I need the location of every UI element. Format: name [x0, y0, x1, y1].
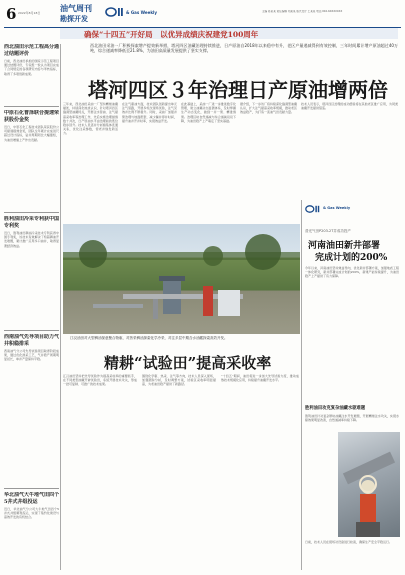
- news-brief: [4, 216, 59, 326]
- left-column: [4, 44, 59, 570]
- article-col-1: 三年来，西北油田采油一厂坚持精细油藏描述，持续深化地质认识，针对塔河四区缝洞型油藏特点，开展注水替油、注气提高采收率等治理工作，先后实施治理措施数十井次，日产原油水平由治理前的低位稳步回升。技术人员逐井分析储集体连通关系，优化注采参数，使老井焕发新活力。: [63, 102, 118, 136]
- brief-title: 胜利油田冷采专利获中国专利奖: [4, 216, 59, 229]
- column-rule: [60, 44, 61, 570]
- section-title: 油气周刊: [60, 3, 92, 13]
- divider: [4, 330, 59, 331]
- brief-body: 近日，华北油气分公司大牛地气田四个5井式井组顺利投运，实现了集约化建设与高效开发的有机结合。: [4, 507, 59, 520]
- news-brief: [4, 44, 59, 104]
- lower-col-2: 围绕化学驱、热采、注气等方向，技术人员深入现场，加强跟踪分析，及时调整方案，试验区采收率明显提高，为老油田稳产提供了新路径。: [142, 374, 216, 387]
- page-number: 6: [6, 5, 17, 23]
- news-brief: [4, 492, 59, 570]
- brand-text: & Gas Weekly: [323, 206, 351, 210]
- worker-icon: [338, 432, 400, 537]
- oilfield-photo: [63, 224, 300, 334]
- brief-title: 西北油田示范工程高分通过结题评价: [4, 44, 59, 57]
- brand-text: & Gas Weekly: [126, 10, 157, 15]
- lower-col-3: “十四五”期间，油田将进一步加大先导试验力度，推动成熟技术规模化应用，持续提升油藏开发水平。: [221, 374, 299, 383]
- photo-caption: 江汉油田对大型稠油採意聚合物驱，对热采稠油探索化学冷采，对注多层中期含水油藏探索高效开发。: [70, 336, 228, 340]
- banner-text: 确保“十四五”开好局 以优异成绩庆祝建党100周年: [84, 30, 259, 39]
- right-subhead: 胜利油田攻克复杂油藏水驱难题: [305, 406, 366, 411]
- brief-body: 近日，胜利油田稠油冷采技术专利获得中国专利奖，该技术有效解决了特超稠油开发难题，累计推广应用多口油井，取得显著经济效益。: [4, 231, 59, 248]
- divider: [4, 488, 59, 489]
- lead-text: 西北油田采油一厂积极探索增产提效新举措，塔河四区油藏治理持续推进，日产原油自2018年以来稳中有升，老区产量递减得到有效控制，三年时间累计增产原油超过40万吨，综合递减率降低至21.8%，为油田高质量发展提供了坚实支撑。: [90, 43, 398, 54]
- worker-photo-caption: 日前，技术人员在现场对设备进行检查，确保生产安全平稳运行。: [305, 540, 393, 544]
- main-headline: 塔河四区３年治理日产原油增两倍: [88, 78, 388, 102]
- oil-logo-icon: [305, 205, 321, 213]
- issue-line: 2022年8月18日: [18, 11, 41, 15]
- subsection-title: 勘探开发: [60, 14, 88, 23]
- brand-logo: [105, 7, 157, 19]
- oil-logo-icon: [105, 7, 125, 17]
- news-brief: [4, 110, 59, 210]
- article-col-3: 在此基础上，采油一厂进一步推进数字化管理，建立油藏动态监测体系，及时掌握生产动态变化，做到一井一策、精准施策。治理区块自然递减与综合递减双双下降，为油田稳产上产奠定了坚实基础。: [181, 102, 236, 123]
- article-col-4: 据介绍，下一步该厂将持续深化缝洞型油藏认识，扩大注气提高采收率规模，推动老区效益稳产，为打造一流油气田贡献力量。: [240, 102, 297, 115]
- lower-headline: 精耕“试验田”提高采收率: [104, 354, 272, 372]
- divider: [4, 106, 59, 107]
- worker-photo: [338, 432, 400, 537]
- right-body: 今年以来，河南油田坚持效益导向，优化新井部署方案，加强地质工程一体化研究，新井部署完成计划的200%，新建产能持续提升，为油田稳产上产提供了有力保障。: [305, 266, 399, 279]
- right-body-2: 胜利油田针对复杂断块油藏注水开发难题，开展精细注水攻关，实现水驱效果明显改善，自然递减率持续下降。: [305, 414, 399, 423]
- right-note: 普光气田P203-2T井成功投产: [305, 229, 351, 233]
- brief-body: 日前，西北油田承担的国家示范工程项目通过结题评价，专家组一致认为项目完成了合同规定的各项研究内容与考核指标，取得了多项创新成果。: [4, 59, 59, 76]
- brief-title: 中原石化普泽联合提速荣获股份金奖: [4, 110, 59, 123]
- banner: [60, 28, 398, 39]
- divider: [4, 212, 59, 213]
- brief-body: 近日，中原石化工程技术团队荣获股份公司提速提效金奖，团队全年累计完成进尺超过设计指标，钻井周期同比大幅缩短，为油田增储上产作出贡献。: [4, 125, 59, 142]
- article-col-5: 技术人员表示，塔河四区治理的成功经验将在其他老区推广应用，为同类油藏开发提供借鉴。: [301, 102, 398, 111]
- brief-title: 华北油气大牛地气田四个5井式井组投运: [4, 492, 59, 505]
- article-col-2: 在注气驱油方面，技术团队创新提出单元注气思路，开展多轮次现场试验，注气见效井比例不断提升。同时，采油厂加强井筒治理与地面配套，减少躺井停井时间，提升油井开井时率，实现效益开发。: [122, 102, 177, 123]
- news-brief: [4, 334, 59, 484]
- column-rule: [301, 200, 302, 570]
- right-headline-2: 完成计划的200%: [315, 253, 388, 263]
- brief-title: 西南油气先导项目助力气井积稳排采: [4, 334, 59, 347]
- brief-body: 西南油气分公司先导试验项目取得阶段成果，通过优化排采工艺，气井稳产周期明显延长，单井产量保持平稳。: [4, 349, 59, 362]
- masthead-meta: 主编 陈某某 责任编辑 刘某某 版式设计 王某某 电话 010-6XXXXXXX: [262, 10, 343, 13]
- right-headline-1: 河南油田新井部署: [308, 241, 381, 251]
- right-brand: [305, 204, 399, 214]
- pumpjack-icon: [63, 224, 300, 334]
- lower-col-1: 江汉油田坚持把先导试验作为提高采收率的重要抓手，在不同类型油藏开辟试验田，系统开展技术攻关，形成一批可复制、可推广的技术成果。: [63, 374, 137, 387]
